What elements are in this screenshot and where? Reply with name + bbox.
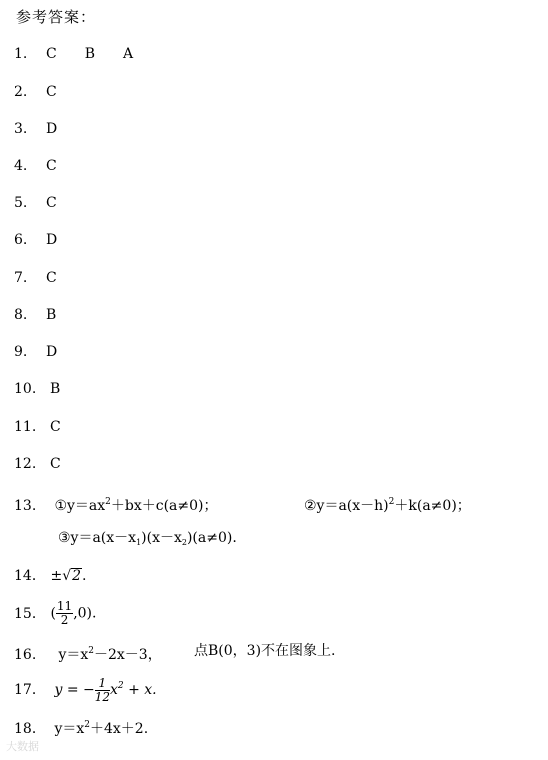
answer-12 (14, 454, 89, 474)
answer-choice: C (46, 270, 57, 286)
rhs-rest: + x. (128, 682, 157, 698)
answer-15 (14, 600, 96, 627)
lhs: y = − (54, 682, 95, 698)
answer-choice: C (46, 84, 57, 100)
question-number: 15． (14, 605, 46, 622)
period: . (82, 568, 87, 584)
plus-minus: ± (50, 568, 63, 584)
question-number: 8. (14, 307, 28, 323)
answer-4 (14, 156, 85, 176)
question-number: 5. (14, 195, 28, 211)
exponent: 2 (117, 681, 124, 691)
answer-14 (14, 566, 86, 586)
question-number: 7. (14, 270, 28, 286)
answer-choice: D (46, 121, 58, 137)
variable-x: x (110, 682, 118, 698)
formula-vertex: $②y=a(x-h)^2+k(a\ne 0)$； (304, 497, 471, 514)
equation: $y=x^2+4x+2$. (54, 720, 149, 737)
answer-7 (14, 268, 85, 288)
question-number: 9. (14, 344, 28, 360)
answer-choice: C (46, 158, 57, 174)
answer-2 (14, 82, 85, 102)
answer-13 (14, 492, 471, 516)
note-point-b: 点B(0，3)不在图象上. (194, 643, 336, 659)
question-number: 11. (14, 419, 37, 435)
answer-6 (14, 230, 85, 250)
watermark-logo: 大数据 (6, 740, 39, 753)
radicand: 2 (72, 568, 82, 584)
question-number: 1. (14, 46, 28, 62)
answer-3 (14, 119, 85, 139)
question-number: 3. (14, 121, 28, 137)
answer-choice: B (50, 381, 61, 397)
question-number: 18． (14, 721, 46, 737)
equation: $y=x^2-2x-3$， (58, 646, 162, 663)
coordinate-rest: ,0). (73, 605, 97, 622)
formula-general: $①y=ax^2+bx+c(a\ne 0)$； (54, 497, 218, 514)
answer-key-heading: 参考答案： (16, 8, 97, 26)
radical-sign: √ (62, 568, 72, 584)
question-number: 10. (14, 381, 37, 397)
answer-choice: D (46, 232, 58, 248)
question-number: 14． (14, 568, 46, 584)
answer-choice: B (46, 307, 57, 323)
formula-intercept: $③y=a(x-x_1)(x-x_2)(a\ne 0)$. (58, 530, 237, 547)
answer-9 (14, 342, 85, 362)
answer-16 (14, 641, 336, 665)
answer-13-line2 (58, 528, 237, 553)
answer-8 (14, 305, 84, 325)
paren-open: ( (50, 605, 56, 622)
question-number: 2. (14, 84, 28, 100)
answer-choice: A (123, 46, 134, 62)
answer-choice: B (84, 46, 96, 62)
question-number: 12. (14, 456, 37, 472)
question-number: 16. (14, 647, 37, 663)
question-number: 6. (14, 232, 28, 248)
answer-11 (14, 417, 89, 437)
answer-choice: C (46, 195, 57, 211)
fraction: $\frac{11}{2}$ (56, 599, 73, 627)
answer-choice: C (50, 419, 61, 435)
answer-18 (14, 715, 148, 739)
answer-choice: D (46, 344, 58, 360)
fraction: $\frac{1}{12}$ (94, 675, 111, 704)
answer-choice: C (50, 456, 61, 472)
answer-5 (14, 193, 85, 213)
answer-10 (14, 379, 88, 399)
answer-17 (14, 676, 157, 704)
answer-1 (14, 44, 161, 64)
question-number: 13. (14, 498, 37, 514)
question-number: 17． (14, 682, 46, 698)
answer-choice: C (46, 46, 57, 62)
question-number: 4. (14, 158, 28, 174)
